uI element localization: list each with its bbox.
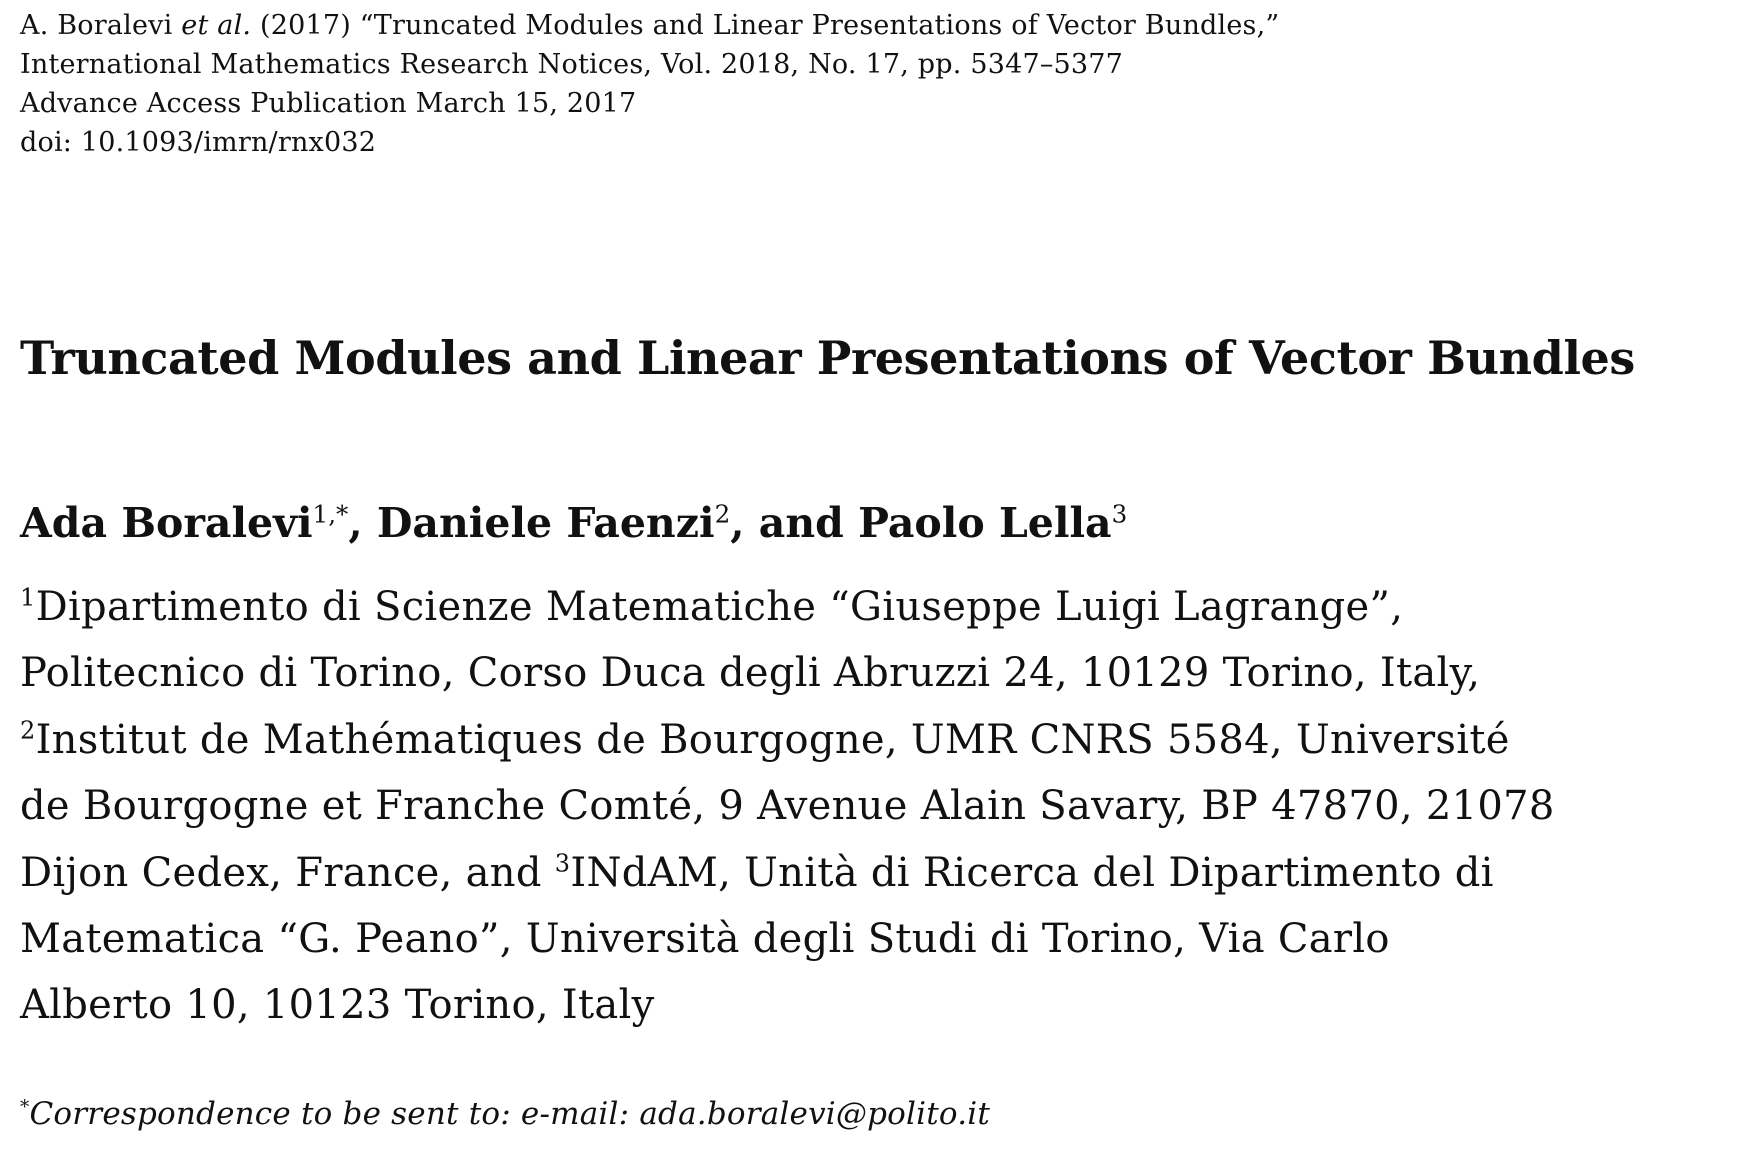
author-list: [20, 496, 1127, 550]
affiliation-text: Institut de Mathématiques de Bourgogne, UMR CNRS 5584, Université: [35, 716, 1510, 763]
affiliation-mark: 2: [20, 716, 36, 745]
author-affiliation-mark: 3: [1111, 499, 1128, 529]
affiliation-line: Alberto 10, 10123 Torino, Italy: [20, 982, 655, 1029]
affiliation-line: [20, 840, 1555, 906]
affiliations-block: [20, 574, 1555, 1039]
affiliation-text: INdAM, Unità di Ricerca del Dipartimento di: [570, 849, 1494, 896]
author-affiliation-mark: 2: [714, 499, 731, 529]
citation-author: A. Boralevi: [20, 10, 173, 41]
author-separator: ,: [348, 499, 377, 547]
citation-block: [20, 6, 1279, 162]
paper-title: Truncated Modules and Linear Presentations of Vector Bundles: [20, 331, 1635, 385]
citation-line: [20, 6, 1279, 45]
citation-doi: doi: 10.1093/imrn/rnx032: [20, 127, 377, 158]
author-separator: , and: [730, 499, 859, 547]
affiliation-line: Politecnico di Torino, Corso Duca degli Abruzzi 24, 10129 Torino, Italy,: [20, 650, 1481, 697]
affiliation-text: Dipartimento di Scienze Matematiche “Giuseppe Luigi Lagrange”,: [35, 584, 1404, 630]
citation-journal: International Mathematics Research Notices, Vol. 2018, No. 17, pp. 5347–5377: [20, 49, 1124, 80]
correspondence-note: [20, 1094, 990, 1134]
citation-etal: et al.: [181, 10, 252, 41]
author-name: Ada Boralevi: [20, 499, 313, 547]
author-name: Daniele Faenzi: [376, 499, 715, 547]
affiliation-text: Dijon Cedex, France, and: [20, 849, 555, 896]
author-name: Paolo Lella: [858, 499, 1112, 547]
affiliation-line: de Bourgogne et Franche Comté, 9 Avenue Alain Savary, BP 47870, 21078: [20, 783, 1555, 830]
affiliation-line: Matematica “G. Peano”, Università degli Studi di Torino, Via Carlo: [20, 916, 1390, 963]
correspondence-text: Correspondence to be sent to: e-mail: ada.boralevi@polito.it: [29, 1096, 991, 1132]
affiliation-line: [20, 574, 1555, 640]
citation-advance-access: Advance Access Publication March 15, 2017: [20, 88, 637, 119]
correspondence-mark: *: [20, 1096, 30, 1118]
affiliation-mark: 3: [554, 849, 571, 878]
citation-title-ref: (2017) “Truncated Modules and Linear Presentations of Vector Bundles,”: [260, 10, 1280, 41]
author-affiliation-mark: 1,*: [312, 499, 349, 529]
affiliation-mark: 1: [20, 583, 36, 612]
affiliation-line: [20, 707, 1555, 773]
